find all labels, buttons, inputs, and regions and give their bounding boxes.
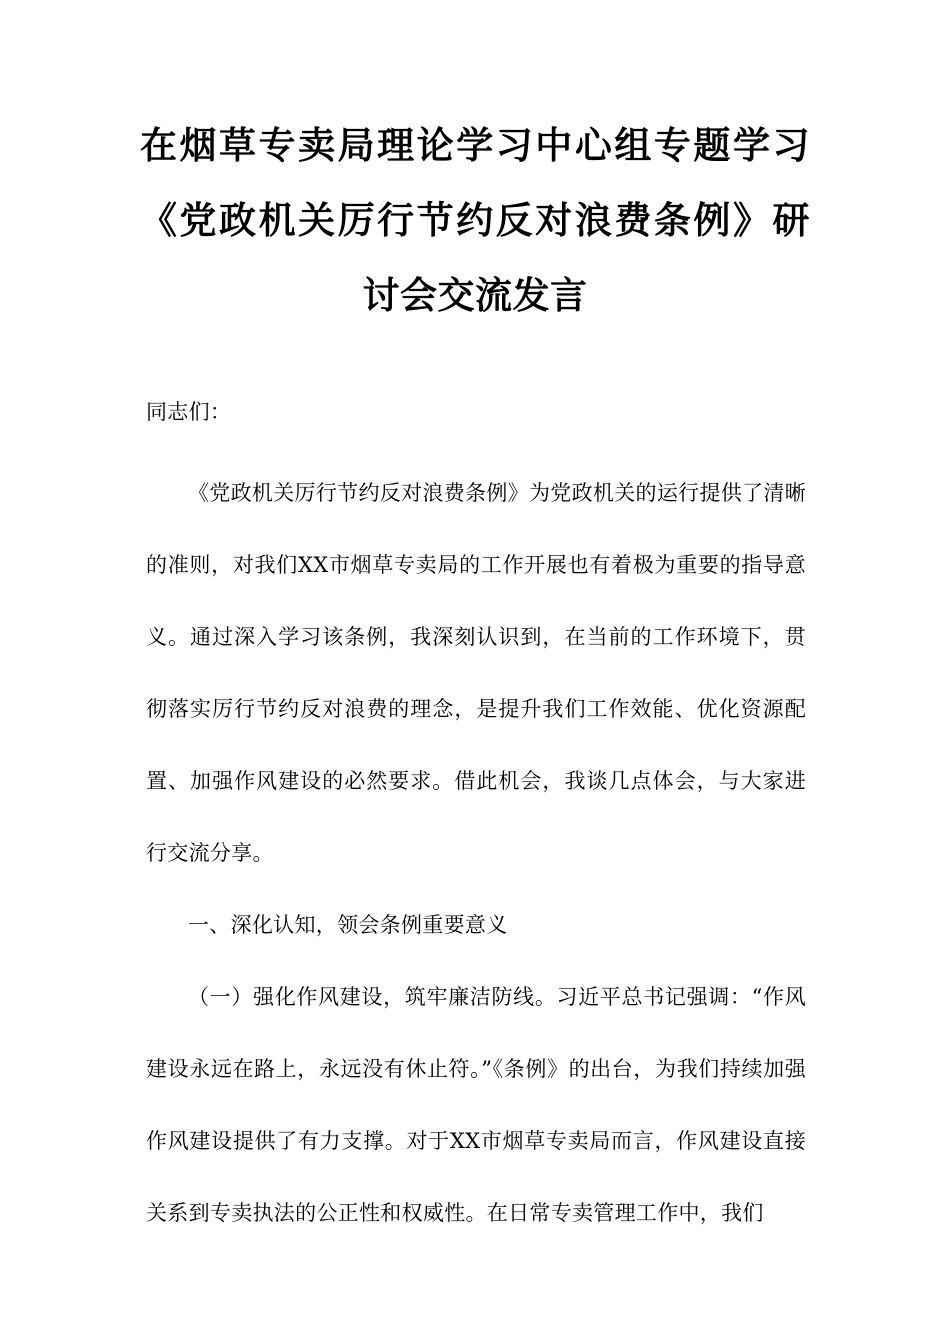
section-heading-1: 一、深化认知，领会条例重要意义 — [188, 913, 508, 937]
salutation: 同志们： — [146, 400, 232, 424]
paragraph-subsection-1: （一）强化作风建设，筑牢廉洁防线。习近平总书记强调：“作风建设永远在路上，永远没有休止符。”《条例》的出台，为我们持续加强作风建设提供了有力支撑。对于XX市烟草专卖局而言，作风建设直接关系到专卖执法的公正性和权威性。在日常专卖管理工作中，我们 — [146, 985, 806, 1225]
paragraph-intro: 《党政机关厉行节约反对浪费条例》为党政机关的运行提供了清晰的准则，对我们XX市烟草专卖局的工作开展也有着极为重要的指导意义。通过深入学习该条例，我深刻认识到，在当前的工作环境下，贯彻落实厉行节约反对浪费的理念，是提升我们工作效能、优化资源配置、加强作风建设的必然要求。借此机会，我谈几点体会，与大家进行交流分享。 — [146, 481, 806, 865]
document-title: 在烟草专卖局理论学习中心组专题学习《党政机关厉行节约反对浪费条例》研讨会交流发言 — [140, 123, 810, 317]
document-body — [146, 388, 806, 1249]
